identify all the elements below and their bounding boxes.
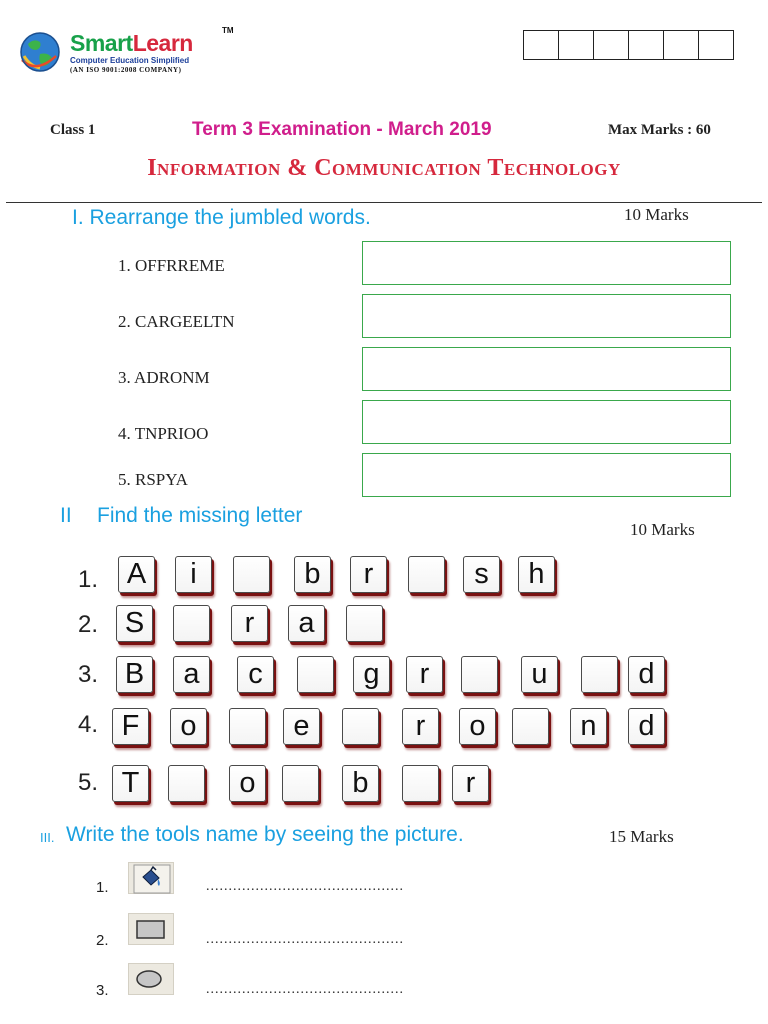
- jumbled-word: 1. OFFRREME: [118, 256, 225, 275]
- blank-letter-tile[interactable]: [581, 656, 618, 693]
- blank-letter-tile[interactable]: [402, 765, 439, 802]
- blank-letter-tile[interactable]: [461, 656, 498, 693]
- smartlearn-logo: [18, 26, 234, 78]
- letter-tile: e: [283, 708, 320, 745]
- tool-number: 3.: [96, 982, 109, 999]
- roll-number-box[interactable]: [593, 30, 629, 60]
- answer-box[interactable]: [362, 400, 731, 444]
- letter-tile: o: [170, 708, 207, 745]
- class-label: Class 1: [50, 122, 96, 138]
- globe-icon: [18, 30, 62, 74]
- section-3-title: Write the tools name by seeing the picture.: [66, 823, 464, 846]
- section-2-marks: 10 Marks: [630, 520, 695, 539]
- jumbled-word: 2. CARGEELTN: [118, 312, 235, 331]
- section-2-number: II: [60, 504, 72, 527]
- blank-letter-tile[interactable]: [408, 556, 445, 593]
- tool-number: 2.: [96, 932, 109, 949]
- answer-box[interactable]: [362, 347, 731, 391]
- jumbled-word: 4. TNPRIOO: [118, 424, 209, 443]
- answer-line[interactable]: ............................................: [206, 879, 404, 894]
- row-number: 2.: [77, 611, 98, 638]
- logo-trademark: TM: [222, 26, 234, 35]
- answer-box[interactable]: [362, 294, 731, 338]
- logo-iso: (AN ISO 9001:2008 COMPANY): [70, 66, 182, 74]
- letter-tile: a: [288, 605, 325, 642]
- row-number: 5.: [77, 769, 98, 796]
- answer-line[interactable]: ............................................: [206, 982, 404, 997]
- letter-tile: u: [521, 656, 558, 693]
- letter-tile: o: [229, 765, 266, 802]
- answer-box[interactable]: [362, 241, 731, 285]
- letter-tile: i: [175, 556, 212, 593]
- header-divider: [6, 202, 762, 203]
- section-1-title: I. Rearrange the jumbled words.: [72, 206, 371, 229]
- letter-tile: d: [628, 656, 665, 693]
- blank-letter-tile[interactable]: [282, 765, 319, 802]
- logo-brand-learn: Learn: [132, 30, 193, 56]
- jumbled-word: 3. ADRONM: [118, 368, 210, 387]
- letter-tile: S: [116, 605, 153, 642]
- blank-letter-tile[interactable]: [297, 656, 334, 693]
- roll-number-box[interactable]: [558, 30, 594, 60]
- answer-box[interactable]: [362, 453, 731, 497]
- logo-brand-name: [70, 30, 193, 57]
- letter-tile: b: [342, 765, 379, 802]
- letter-tile: T: [112, 765, 149, 802]
- answer-line[interactable]: ............................................: [206, 932, 404, 947]
- blank-letter-tile[interactable]: [229, 708, 266, 745]
- letter-tile: A: [118, 556, 155, 593]
- fill-color-icon: [128, 862, 174, 894]
- section-1-marks: 10 Marks: [624, 205, 689, 224]
- letter-tile: n: [570, 708, 607, 745]
- letter-tile: d: [628, 708, 665, 745]
- letter-tile: r: [231, 605, 268, 642]
- row-number: 1.: [77, 566, 98, 593]
- letter-tile: h: [518, 556, 555, 593]
- section-3-number: III.: [40, 830, 55, 845]
- max-marks: Max Marks : 60: [608, 122, 711, 138]
- row-number: 4.: [77, 711, 98, 738]
- logo-brand-smart: Smart: [70, 30, 133, 56]
- letter-tile: c: [237, 656, 274, 693]
- ellipse-tool-icon: [128, 963, 174, 995]
- blank-letter-tile[interactable]: [173, 605, 210, 642]
- tool-number: 1.: [96, 879, 109, 896]
- section-2-title: Find the missing letter: [97, 504, 303, 527]
- blank-letter-tile[interactable]: [233, 556, 270, 593]
- roll-number-box[interactable]: [698, 30, 734, 60]
- letter-tile: B: [116, 656, 153, 693]
- letter-tile: s: [463, 556, 500, 593]
- roll-number-box[interactable]: [523, 30, 559, 60]
- roll-number-boxes: [524, 30, 734, 60]
- roll-number-box[interactable]: [628, 30, 664, 60]
- letter-tile: r: [402, 708, 439, 745]
- blank-letter-tile[interactable]: [168, 765, 205, 802]
- logo-tagline: Computer Education Simplified: [70, 56, 190, 65]
- blank-letter-tile[interactable]: [346, 605, 383, 642]
- row-number: 3.: [77, 661, 98, 688]
- blank-letter-tile[interactable]: [512, 708, 549, 745]
- section-3-marks: 15 Marks: [609, 827, 674, 846]
- rectangle-tool-icon: [128, 913, 174, 945]
- letter-tile: b: [294, 556, 331, 593]
- blank-letter-tile[interactable]: [342, 708, 379, 745]
- letter-tile: o: [459, 708, 496, 745]
- letter-tile: a: [173, 656, 210, 693]
- letter-tile: r: [406, 656, 443, 693]
- exam-title: Term 3 Examination - March 2019: [192, 119, 492, 140]
- jumbled-word: 5. RSPYA: [118, 470, 188, 489]
- subject-title: Information & Communication Technology: [147, 155, 621, 181]
- roll-number-box[interactable]: [663, 30, 699, 60]
- letter-tile: F: [112, 708, 149, 745]
- letter-tile: r: [452, 765, 489, 802]
- letter-tile: r: [350, 556, 387, 593]
- letter-tile: g: [353, 656, 390, 693]
